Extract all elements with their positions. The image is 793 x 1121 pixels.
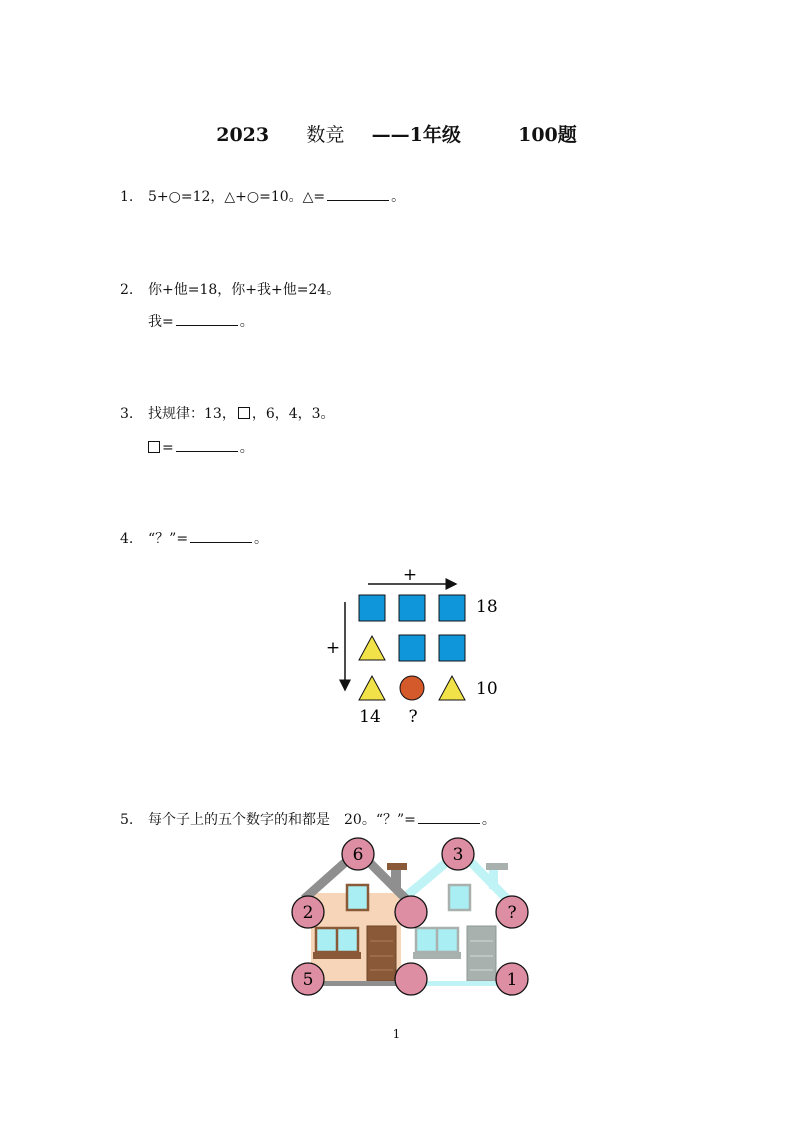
house-figure: [285, 835, 535, 1000]
answer-blank[interactable]: [176, 439, 238, 452]
row3-sum-label: 10: [476, 679, 498, 699]
answer-blank[interactable]: [418, 811, 480, 824]
col2-sum-label: ?: [408, 707, 418, 727]
right-house-window-top: [449, 885, 470, 910]
question-number: 2.: [120, 282, 134, 298]
question-number: 3.: [120, 406, 134, 422]
question-text: “？”=: [148, 531, 189, 547]
question-2: [120, 279, 340, 299]
left-house-door: [367, 926, 396, 981]
question-text: 5+○=12，△+○=10。△=: [148, 189, 326, 205]
right-mid-number: ?: [507, 903, 517, 923]
box-icon: [238, 407, 250, 419]
title-count: 100题: [518, 124, 577, 146]
question-number: 1.: [120, 189, 134, 205]
triangle-shape: [359, 636, 385, 660]
question-3: [120, 403, 335, 423]
triangle-shape: [359, 676, 385, 700]
page-number: 1: [392, 1027, 401, 1041]
question-end: 。: [391, 189, 406, 205]
title-subject: 数竞: [306, 124, 345, 146]
question-end: 。: [481, 812, 496, 828]
left-top-number: 6: [352, 845, 364, 865]
circle-shape: [400, 676, 424, 700]
question-text: 我=: [148, 314, 174, 330]
title-grade: ——1年级: [371, 124, 461, 146]
question-number: 4.: [120, 531, 134, 547]
page-title: [0, 120, 793, 147]
square-shape: [439, 595, 465, 621]
question-text: 每个子上的五个数字的和都是 20。“？”=: [148, 812, 416, 828]
triangle-shape: [439, 676, 465, 700]
shape-grid-figure: [318, 560, 518, 730]
question-4: [120, 528, 268, 548]
square-shape: [359, 595, 385, 621]
square-shape: [399, 595, 425, 621]
left-mid-number: 2: [302, 903, 314, 923]
question-end: 。: [254, 531, 269, 547]
question-number: 5.: [120, 812, 134, 828]
title-year: 2023: [216, 124, 270, 146]
question-end: 。: [239, 440, 254, 456]
answer-blank[interactable]: [176, 313, 238, 326]
right-house-chimney-cap: [486, 863, 508, 870]
plus-left-label: +: [325, 638, 341, 658]
question-text: 找规律：13，: [148, 406, 236, 422]
answer-blank[interactable]: [327, 188, 389, 201]
right-house-door: [467, 926, 496, 981]
question-2-answer-line: [148, 311, 254, 331]
right-top-number: 3: [452, 845, 464, 865]
square-shape: [439, 635, 465, 661]
square-shape: [399, 635, 425, 661]
left-bottom-number: 5: [302, 970, 314, 990]
right-bottom-number: 1: [506, 970, 518, 990]
question-text: 你+他=18，你+我+他=24。: [148, 282, 341, 298]
question-5: [120, 809, 496, 829]
row1-sum-label: 18: [476, 597, 498, 617]
box-icon: [148, 441, 160, 453]
col1-sum-label: 14: [359, 707, 381, 727]
answer-blank[interactable]: [190, 530, 252, 543]
plus-top-label: +: [402, 565, 418, 585]
number-circle-empty: [395, 963, 427, 995]
question-text: =: [162, 440, 174, 456]
left-house-chimney-cap: [387, 863, 407, 870]
question-3-answer-line: [148, 437, 254, 457]
question-1: [120, 186, 405, 206]
question-text: ，6，4，3。: [251, 406, 335, 422]
question-end: 。: [239, 314, 254, 330]
left-house-window-top: [347, 885, 368, 910]
number-circle-empty: [395, 896, 427, 928]
